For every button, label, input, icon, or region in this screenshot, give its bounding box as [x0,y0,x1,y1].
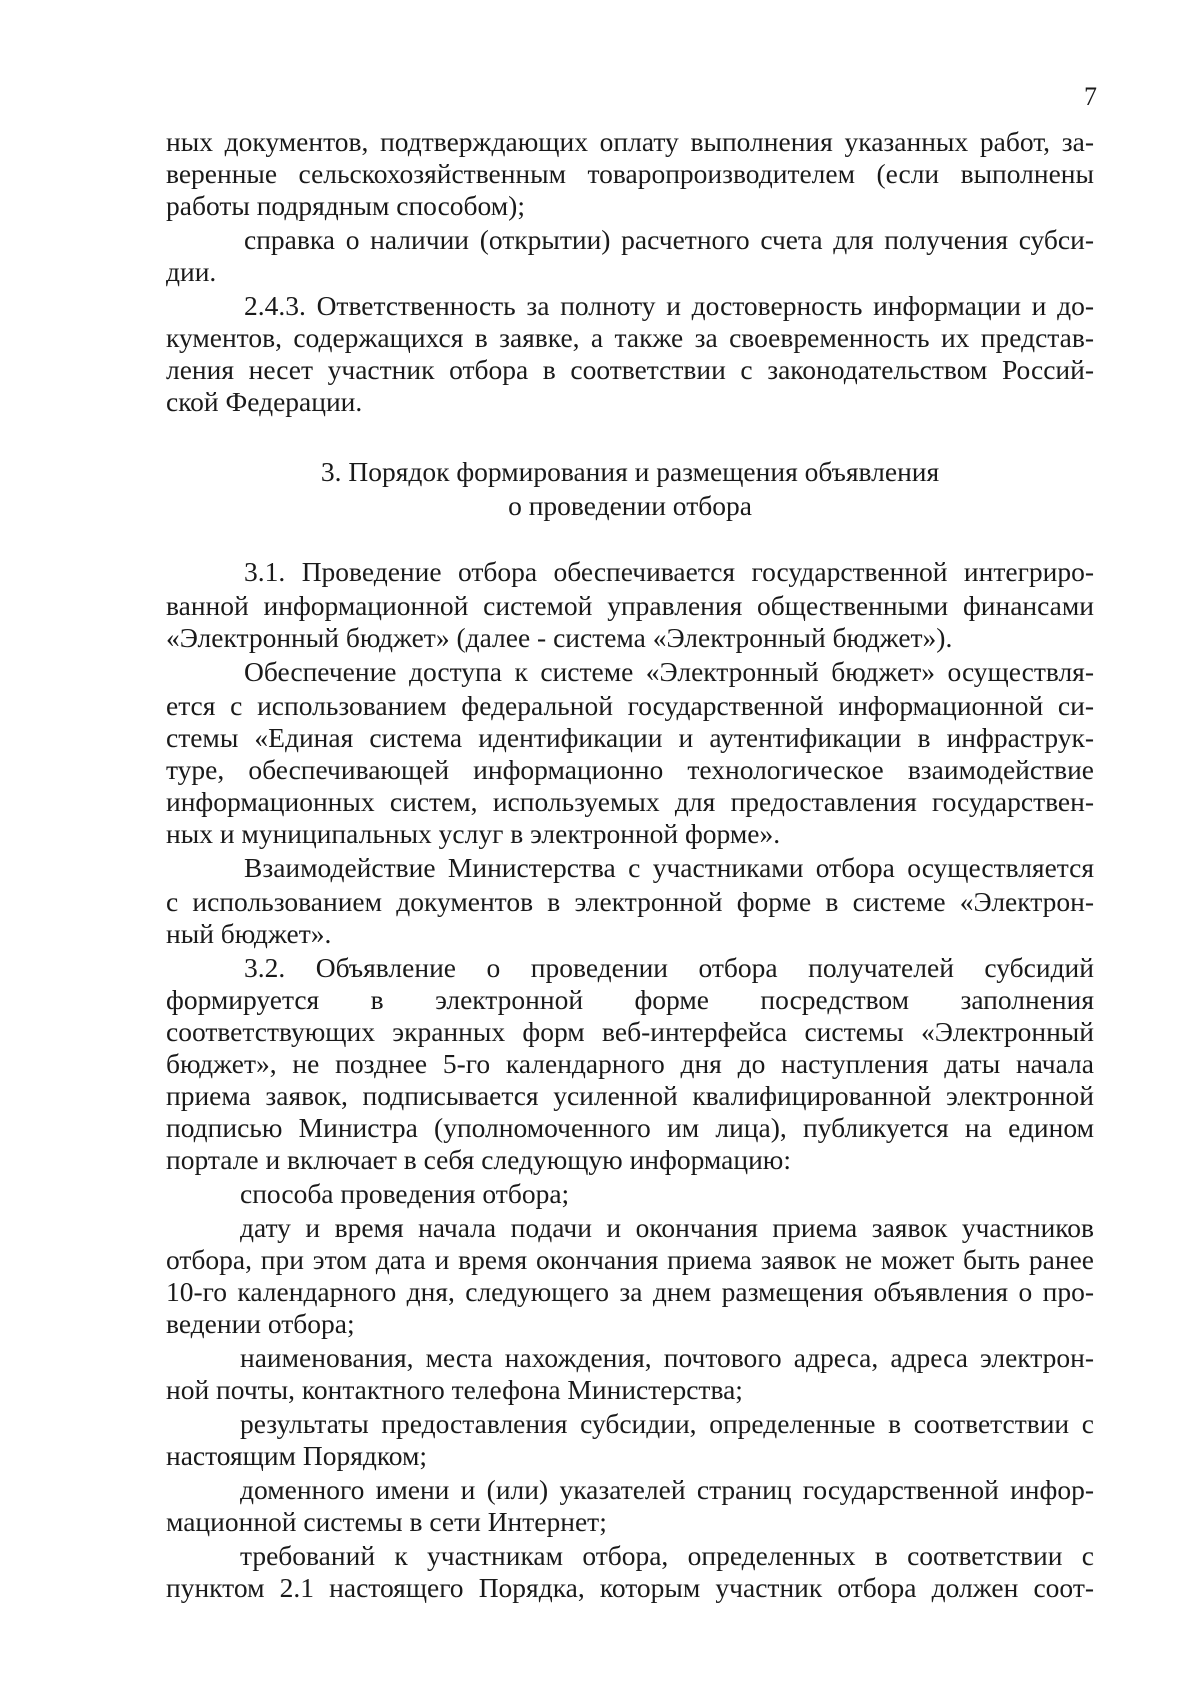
page-number: 7 [1084,82,1097,111]
text-line: формируется в электронной форме посредством заполнения [166,984,1094,1015]
text-line: ется с использованием федеральной государственной информационной си- [166,690,1094,721]
text-line: ванной информационной системой управления общественными финансами [166,590,1094,621]
text-line: настоящим Порядком; [166,1440,428,1471]
text-line: соответствующих экранных форм веб-интерфейса системы «Электронный [166,1016,1094,1047]
text-line: веренные сельскохозяйственным товаропроизводителем (если выполнены [166,158,1094,189]
text-line: бюджет», не позднее 5-го календарного дня до наступления даты начала [166,1048,1094,1079]
text-line: способа проведения отбора; [240,1178,570,1209]
section-heading: о проведении отбора [508,490,752,521]
section-heading: 3. Порядок формирования и размещения объявления [320,456,940,487]
text-line: мационной системы в сети Интернет; [166,1506,607,1537]
text-line: доменного имени и (или) указателей страниц государственной инфор- [240,1474,1094,1505]
text-line: с использованием документов в электронной форме в системе «Электрон- [166,886,1094,917]
text-line: приема заявок, подписывается усиленной квалифицированной электронной [166,1080,1094,1111]
text-line: справка о наличии (открытии) расчетного счета для получения субси- [244,224,1094,255]
text-line: наименования, места нахождения, почтового адреса, адреса электрон- [240,1342,1094,1373]
text-line: стемы «Единая система идентификации и аутентификации в инфраструк- [166,722,1094,753]
text-line: кументов, содержащихся в заявке, а также за своевременность их представ- [166,322,1094,353]
text-line: Обеспечение доступа к системе «Электронный бюджет» осуществля- [244,656,1094,687]
text-line: ской Федерации. [166,386,363,417]
text-line: подписью Министра (уполномоченного им лица), публикуется на едином [166,1112,1094,1143]
text-line: «Электронный бюджет» (далее - система «Электронный бюджет»). [166,622,953,653]
text-line: результаты предоставления субсидии, определенные в соответствии с [240,1408,1094,1439]
text-line: пунктом 2.1 настоящего Порядка, которым участник отбора должен соот- [166,1572,1094,1603]
text-line: отбора, при этом дата и время окончания приема заявок не может быть ранее [166,1244,1094,1275]
text-line: ных и муниципальных услуг в электронной форме». [166,818,781,849]
text-line: требований к участникам отбора, определенных в соответствии с [240,1540,1094,1571]
text-line: работы подрядным способом); [166,190,525,221]
text-line: ных документов, подтверждающих оплату выполнения указанных работ, за- [166,126,1094,157]
text-line: 3.2. Объявление о проведении отбора получателей субсидий [244,952,1094,983]
text-line: ведении отбора; [166,1308,355,1339]
text-line: дии. [166,256,217,287]
text-line: портале и включает в себя следующую информацию: [166,1144,791,1175]
text-line: 3.1. Проведение отбора обеспечивается государственной интегриро- [244,556,1094,587]
text-line: ный бюджет». [166,918,332,949]
text-line: Взаимодействие Министерства с участниками отбора осуществляется [244,852,1094,883]
text-line: дату и время начала подачи и окончания приема заявок участников [240,1212,1094,1243]
text-line: ной почты, контактного телефона Министерства; [166,1374,743,1405]
text-line: 10-го календарного дня, следующего за днем размещения объявления о про- [166,1276,1094,1307]
text-line: информационных систем, используемых для предоставления государствен- [166,786,1094,817]
text-line: ления несет участник отбора в соответствии с законодательством Россий- [166,354,1094,385]
text-line: 2.4.3. Ответственность за полноту и достоверность информации и до- [244,290,1094,321]
text-line: туре, обеспечивающей информационно технологическое взаимодействие [166,754,1094,785]
